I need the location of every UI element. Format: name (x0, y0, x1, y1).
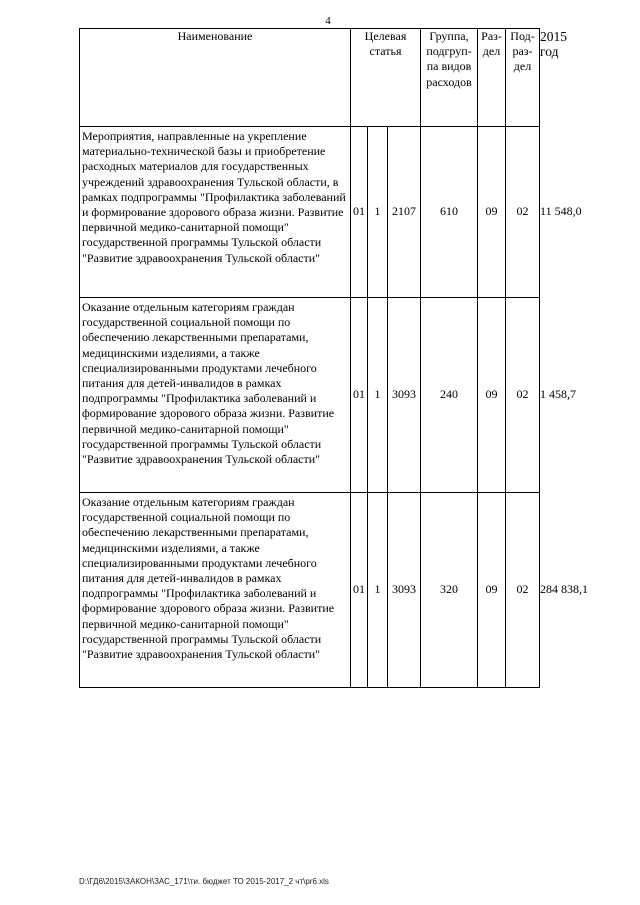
page-number: 4 (325, 15, 331, 27)
header-group-line2: подгруп- (426, 44, 472, 59)
header-name: Наименование (80, 29, 351, 127)
table-row: Мероприятия, направленные на укрепление материально-технической базы и приобретение расходных материалов для государственных учреждений здравоохранения Тульской области, в рамках подпрограммы "Профилактика заболеваний и формирование здорового образа жизни. Развитие первичной медико-санитарной помощи" государственной программы Тульской области "Развитие здравоохранения Тульской области" 01 1 2107 610 09 02 11 548,0 (80, 127, 540, 298)
row-group: 240 (421, 298, 478, 493)
row-subsection: 02 (506, 493, 540, 688)
header-group (421, 29, 478, 127)
header-target-article (351, 29, 421, 127)
table-header-row: Наименование Целевая статья Группа, подгруп- па видов расходов Раз- дел Под- раз- дел 2015 год (80, 29, 540, 127)
row-program: 01 (351, 127, 368, 298)
row-section: 09 (478, 127, 506, 298)
header-subsection-line1: Под- (510, 29, 535, 43)
row-code: 3093 (388, 493, 421, 688)
row-section: 09 (478, 298, 506, 493)
row-program: 01 (351, 493, 368, 688)
row-group: 320 (421, 493, 478, 688)
header-section-line1: Раз- (481, 29, 502, 43)
row-section: 09 (478, 493, 506, 688)
row-subsection: 02 (506, 127, 540, 298)
table-row: Оказание отдельным категориям граждан государственной социальной помощи по обеспечению лекарственными препаратами, медицинскими изделиями, а также специализированными продуктами лечебного питания для детей-инвалидов в рамках подпрограммы "Профилактика заболеваний и формирование здорового образа жизни. Развитие первичной медико-санитарной помощи" государственной программы Тульской области "Развитие здравоохранения Тульской области" 01 1 3093 320 09 02 284 838,1 (80, 493, 540, 688)
header-subsection (506, 29, 540, 127)
row-subprogram: 1 (368, 127, 388, 298)
row-name: Мероприятия, направленные на укрепление материально-технической базы и приобретение расходных материалов для государственных учреждений здравоохранения Тульской области, в рамках подпрограммы "Профилактика заболеваний и формирование здорового образа жизни. Развитие первичной медико-санитарной помощи" государственной программы Тульской области "Развитие здравоохранения Тульской области" (80, 127, 351, 298)
header-target-article-line2: статья (369, 44, 402, 59)
row-program: 01 (351, 298, 368, 493)
table-row: Оказание отдельным категориям граждан государственной социальной помощи по обеспечению лекарственными препаратами, медицинскими изделиями, а также специализированными продуктами лечебного питания для детей-инвалидов в рамках подпрограммы "Профилактика заболеваний и формирование здорового образа жизни. Развитие первичной медико-санитарной помощи" государственной программы Тульской области "Развитие здравоохранения Тульской области" 01 1 3093 240 09 02 1 458,7 (80, 298, 540, 493)
row-code: 3093 (388, 298, 421, 493)
header-group-line3: па видов (426, 59, 472, 74)
header-section-line2: дел (482, 44, 501, 59)
row-code: 2107 (388, 127, 421, 298)
row-subprogram: 1 (368, 493, 388, 688)
row-group: 610 (421, 127, 478, 298)
header-target-article-line1: Целевая (364, 29, 407, 43)
footer-file-path: D:\ГД6\2015\ЗАКОН\ЗАС_171\ти. бюджет ТО 2015-2017_2 чт\рr6.xls (79, 877, 329, 886)
row-name: Оказание отдельным категориям граждан государственной социальной помощи по обеспечению лекарственными препаратами, медицинскими изделиями, а также специализированными продуктами лечебного питания для детей-инвалидов в рамках подпрограммы "Профилактика заболеваний и формирование здорового образа жизни. Развитие первичной медико-санитарной помощи" государственной программы Тульской области "Развитие здравоохранения Тульской области" (80, 298, 351, 493)
budget-table (79, 28, 589, 688)
header-subsection-line2: раз- (512, 44, 533, 59)
header-group-line1: Группа, (429, 29, 469, 43)
row-subprogram: 1 (368, 298, 388, 493)
header-group-line4: расходов (426, 74, 472, 89)
header-subsection-line3: дел (513, 59, 532, 74)
row-name: Оказание отдельным категориям граждан государственной социальной помощи по обеспечению лекарственными препаратами, медицинскими изделиями, а также специализированными продуктами лечебного питания для детей-инвалидов в рамках подпрограммы "Профилактика заболеваний и формирование здорового образа жизни. Развитие первичной медико-санитарной помощи" государственной программы Тульской области "Развитие здравоохранения Тульской области" (80, 493, 351, 688)
header-section (478, 29, 506, 127)
row-subsection: 02 (506, 298, 540, 493)
